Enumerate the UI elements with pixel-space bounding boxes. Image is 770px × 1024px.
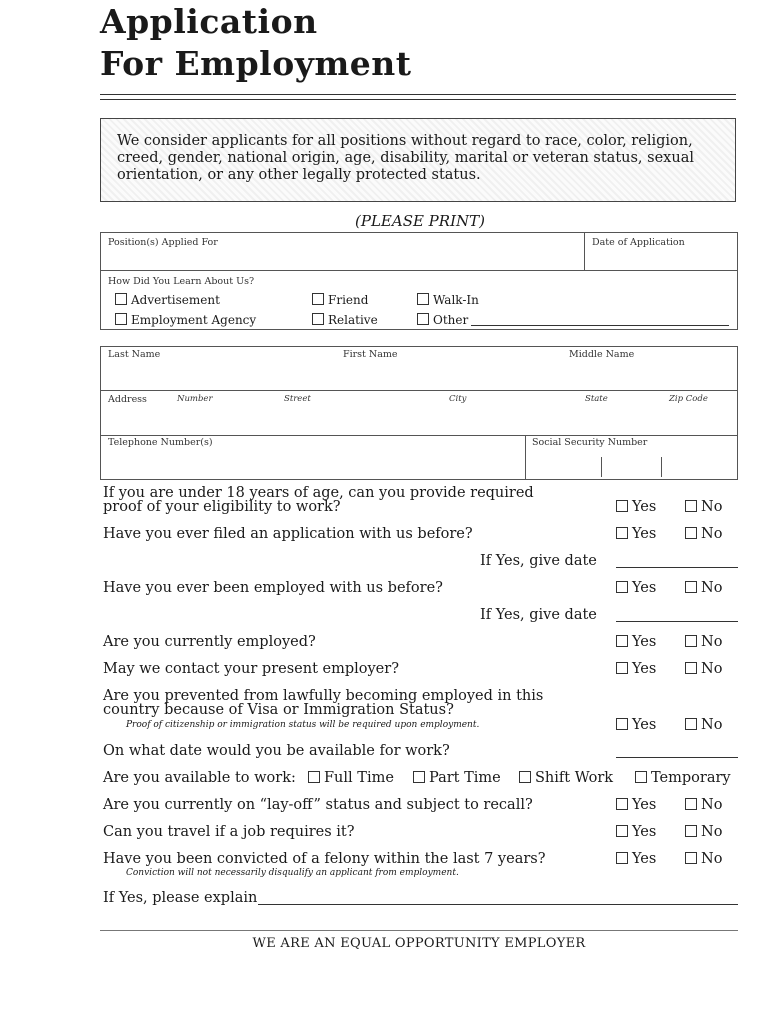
- question-felony: Have you been convicted of a felony within the last 7 years?: [103, 851, 546, 867]
- available-date-field[interactable]: [616, 757, 738, 758]
- q10-no[interactable]: No: [685, 824, 722, 840]
- checkbox-icon[interactable]: [685, 718, 697, 730]
- divider: [101, 390, 737, 391]
- checkbox-icon[interactable]: [616, 718, 628, 730]
- checkbox-icon[interactable]: [616, 581, 628, 593]
- question-visa-line2: country because of Visa or Immigration Status?: [103, 702, 454, 718]
- option-friend[interactable]: Friend: [312, 293, 368, 307]
- street-label: Street: [284, 394, 311, 404]
- visa-note: Proof of citizenship or immigration status will be required upon employment.: [126, 720, 480, 730]
- option-full-time[interactable]: Full Time: [308, 770, 394, 786]
- title-line-2: For Employment: [100, 44, 412, 83]
- city-label: City: [449, 394, 467, 404]
- question-lay-off: Are you currently on “lay-off” status and subject to recall?: [103, 797, 533, 813]
- checkbox-icon[interactable]: [616, 500, 628, 512]
- q10-yes[interactable]: Yes: [616, 824, 656, 840]
- q1-no[interactable]: No: [685, 499, 722, 515]
- checkbox-icon[interactable]: [312, 313, 324, 325]
- question-under-18-line2: proof of your eligibility to work?: [103, 499, 341, 515]
- notice-text: We consider applicants for all positions without regard to race, color, religion, creed, gender, national origin, age, disability, marital or veteran status, sexual orientation, or any other legally protected status.: [117, 133, 694, 183]
- please-print: (PLEASE PRINT): [355, 212, 485, 230]
- divider: [100, 99, 736, 100]
- name-field[interactable]: [107, 361, 729, 387]
- date-of-application-label: Date of Application: [592, 237, 685, 248]
- checkbox-icon[interactable]: [685, 825, 697, 837]
- option-shift-work[interactable]: Shift Work: [519, 770, 613, 786]
- first-name-label: First Name: [343, 349, 398, 360]
- q6-yes[interactable]: Yes: [616, 717, 656, 733]
- checkbox-icon[interactable]: [635, 771, 647, 783]
- option-employment-agency[interactable]: Employment Agency: [115, 313, 256, 327]
- question-travel: Can you travel if a job requires it?: [103, 824, 355, 840]
- checkbox-icon[interactable]: [685, 581, 697, 593]
- explain-label: If Yes, please explain: [103, 890, 258, 906]
- option-other[interactable]: Other: [417, 313, 468, 327]
- felony-note: Conviction will not necessarily disqualify an applicant from employment.: [126, 868, 459, 878]
- question-employed-before: Have you ever been employed with us before?: [103, 580, 443, 596]
- other-source-field[interactable]: [471, 325, 729, 326]
- q2-yes[interactable]: Yes: [616, 526, 656, 542]
- q9-yes[interactable]: Yes: [616, 797, 656, 813]
- employed-date-field[interactable]: [616, 621, 738, 622]
- question-available-date: On what date would you be available for work?: [103, 743, 450, 759]
- ssn-field[interactable]: [533, 451, 731, 475]
- explain-field[interactable]: [258, 904, 738, 905]
- address-label: Address: [108, 394, 147, 405]
- checkbox-icon[interactable]: [417, 313, 429, 325]
- position-applied-label: Position(s) Applied For: [108, 237, 218, 248]
- checkbox-icon[interactable]: [685, 500, 697, 512]
- give-date-label: If Yes, give date: [480, 553, 597, 569]
- checkbox-icon[interactable]: [616, 852, 628, 864]
- last-name-label: Last Name: [108, 349, 161, 360]
- option-temporary[interactable]: Temporary: [635, 770, 731, 786]
- question-visa-line1: Are you prevented from lawfully becoming employed in this: [103, 688, 544, 704]
- question-filed-before: Have you ever filed an application with us before?: [103, 526, 473, 542]
- zip-code-label: Zip Code: [669, 394, 708, 404]
- checkbox-icon[interactable]: [413, 771, 425, 783]
- q9-no[interactable]: No: [685, 797, 722, 813]
- checkbox-icon[interactable]: [685, 635, 697, 647]
- middle-name-label: Middle Name: [569, 349, 635, 360]
- q4-yes[interactable]: Yes: [616, 634, 656, 650]
- q4-no[interactable]: No: [685, 634, 722, 650]
- divider: [100, 94, 736, 95]
- address-field[interactable]: [107, 406, 729, 432]
- telephone-label: Telephone Number(s): [108, 437, 213, 448]
- give-date-label: If Yes, give date: [480, 607, 597, 623]
- q2-no[interactable]: No: [685, 526, 722, 542]
- q5-yes[interactable]: Yes: [616, 661, 656, 677]
- q5-no[interactable]: No: [685, 661, 722, 677]
- checkbox-icon[interactable]: [417, 293, 429, 305]
- question-contact-employer: May we contact your present employer?: [103, 661, 399, 677]
- checkbox-icon[interactable]: [308, 771, 320, 783]
- q11-no[interactable]: No: [685, 851, 722, 867]
- title-line-1: Application: [100, 2, 318, 41]
- question-under-18-line1: If you are under 18 years of age, can you provide required: [103, 485, 534, 501]
- q3-yes[interactable]: Yes: [616, 580, 656, 596]
- eeo-statement: WE ARE AN EQUAL OPPORTUNITY EMPLOYER: [252, 936, 586, 951]
- checkbox-icon[interactable]: [685, 527, 697, 539]
- checkbox-icon[interactable]: [616, 635, 628, 647]
- date-of-application-field[interactable]: [591, 249, 731, 267]
- checkbox-icon[interactable]: [685, 662, 697, 674]
- q6-no[interactable]: No: [685, 717, 722, 733]
- divider: [584, 233, 585, 270]
- checkbox-icon[interactable]: [685, 798, 697, 810]
- personal-info-section: [100, 346, 738, 480]
- option-part-time[interactable]: Part Time: [413, 770, 501, 786]
- checkbox-icon[interactable]: [685, 852, 697, 864]
- divider: [101, 270, 737, 271]
- q11-yes[interactable]: Yes: [616, 851, 656, 867]
- state-label: State: [585, 394, 608, 404]
- q3-no[interactable]: No: [685, 580, 722, 596]
- checkbox-icon[interactable]: [519, 771, 531, 783]
- ssn-label: Social Security Number: [532, 437, 648, 448]
- checkbox-icon[interactable]: [312, 293, 324, 305]
- checkbox-icon[interactable]: [616, 825, 628, 837]
- option-walk-in[interactable]: Walk-In: [417, 293, 479, 307]
- q1-yes[interactable]: Yes: [616, 499, 656, 515]
- divider: [100, 930, 738, 931]
- number-label: Number: [177, 394, 213, 404]
- position-applied-field[interactable]: [109, 249, 579, 267]
- checkbox-icon[interactable]: [616, 527, 628, 539]
- checkbox-icon[interactable]: [616, 798, 628, 810]
- checkbox-icon[interactable]: [115, 313, 127, 325]
- learn-about-us-label: How Did You Learn About Us?: [108, 276, 255, 287]
- divider: [101, 435, 737, 436]
- divider: [525, 435, 526, 479]
- equal-opportunity-notice: [100, 118, 736, 202]
- position-section: [100, 232, 738, 330]
- checkbox-icon[interactable]: [616, 662, 628, 674]
- filed-date-field[interactable]: [616, 567, 738, 568]
- question-currently-employed: Are you currently employed?: [103, 634, 316, 650]
- question-available-to-work: Are you available to work:: [103, 770, 296, 786]
- option-advertisement[interactable]: Advertisement: [115, 293, 220, 307]
- option-relative[interactable]: Relative: [312, 313, 378, 327]
- telephone-field[interactable]: [107, 451, 517, 475]
- checkbox-icon[interactable]: [115, 293, 127, 305]
